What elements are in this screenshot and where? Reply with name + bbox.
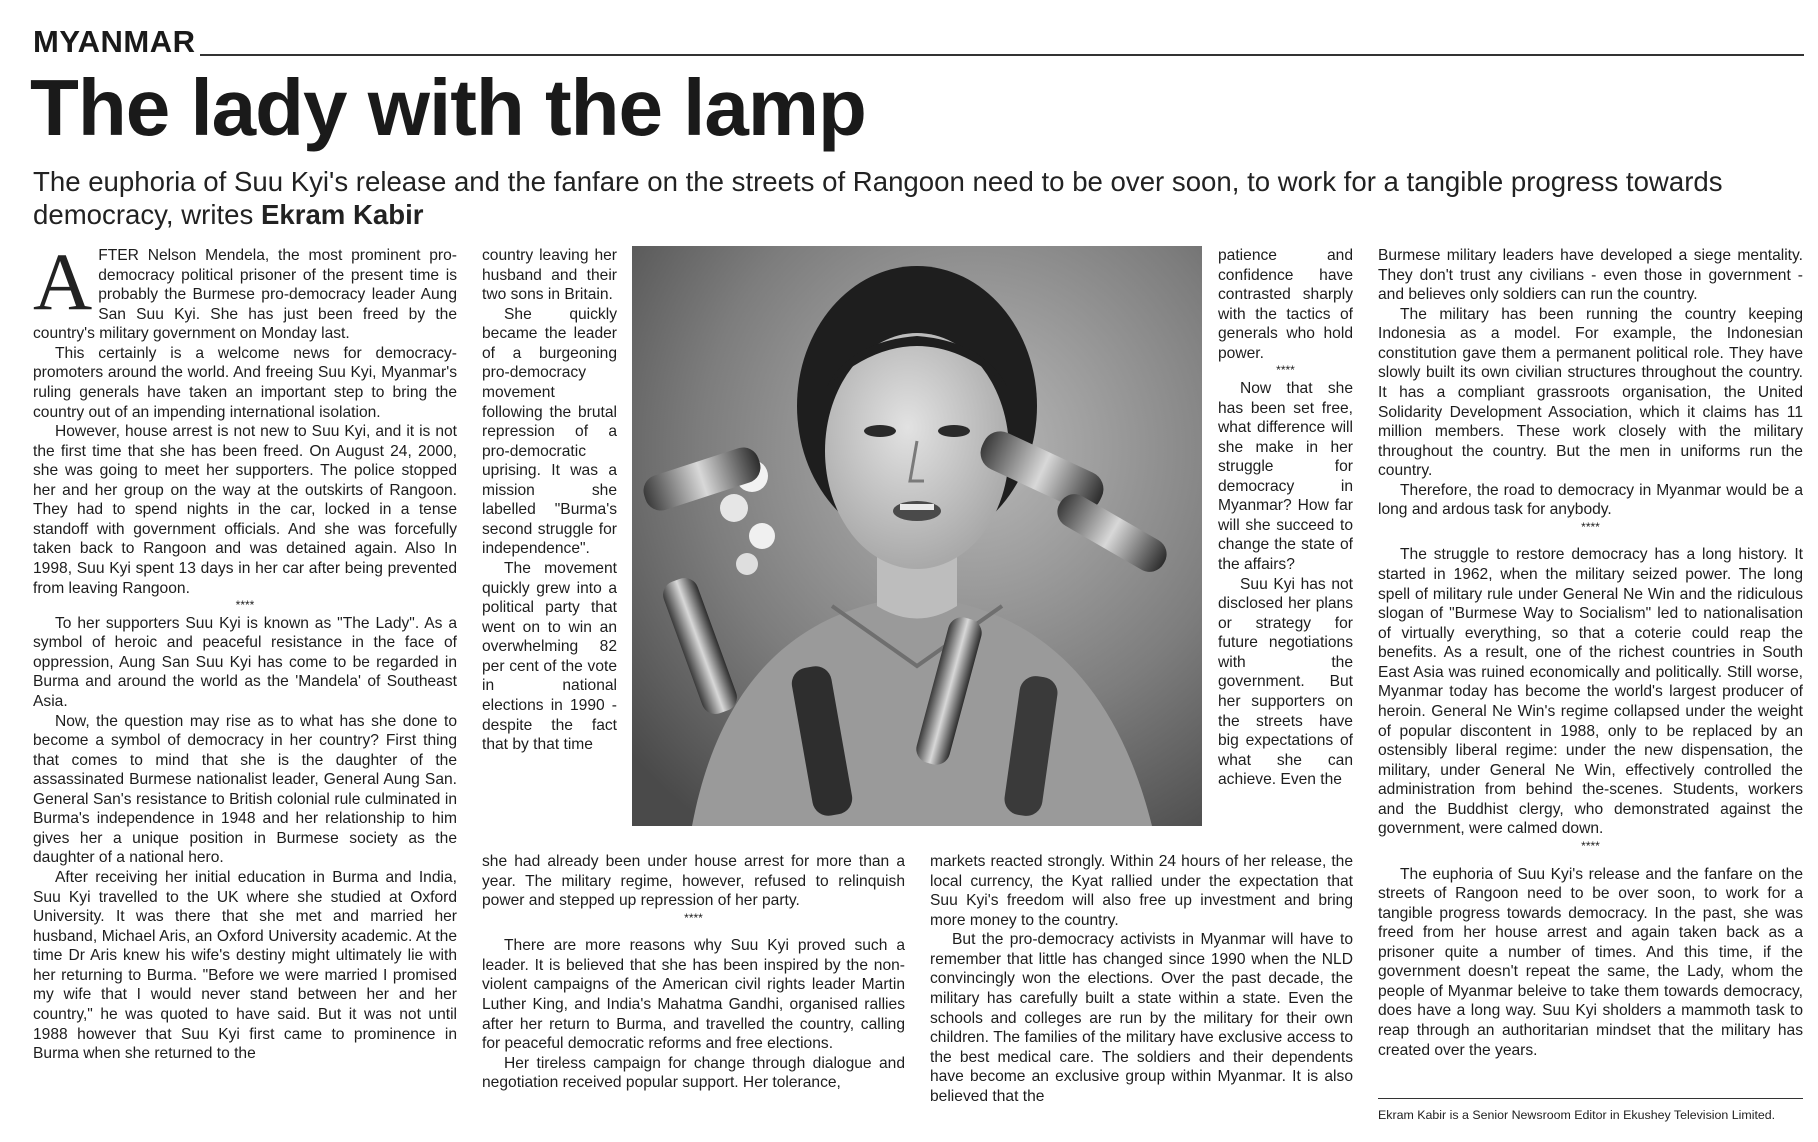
section-rule [200, 54, 1804, 56]
headline: The lady with the lamp [30, 63, 866, 152]
portrait-photo [632, 246, 1202, 826]
spacer [482, 926, 905, 936]
section-separator: **** [235, 598, 255, 613]
section-separator: **** [1581, 519, 1600, 534]
spacer [1378, 535, 1803, 545]
section-separator: **** [1581, 838, 1600, 853]
drop-cap: A [33, 246, 93, 327]
author-byline: Ekram Kabir [260, 198, 424, 230]
paragraph: There are more reasons why Suu Kyi proved such a leader. It is believed that she has been inspired by the non-violent campaigns of the American civil rights leader Martin Luther King, and India's Mahatma Gandhi, organised rallies after her return to Burma, and travelled the country, calling for peaceful democratic reforms and free elections. [482, 937, 905, 1053]
paragraph: patience and confidence have contrasted sharply with the tactics of generals who hold power. [1218, 247, 1353, 362]
article-photo [632, 246, 1202, 826]
standfirst [33, 166, 1808, 231]
section-separator: **** [684, 910, 703, 925]
article-column-6 [1378, 246, 1803, 1094]
bio-rule [1378, 1098, 1803, 1099]
paragraph: Therefore, the road to democracy in Myanmar would be a long and ardous task for anybody. [1378, 481, 1803, 519]
section-label: MYANMAR [33, 24, 196, 59]
paragraph: markets reacted strongly. Within 24 hours of her release, the local currency, the Kyat rallied under the expectation that Suu Kyi's freedom will also free up investment and bring more money to the country. [930, 853, 1353, 929]
paragraph: Burmese military leaders have developed a siege mentality. They don't trust any civilians - even those in government - and believes only soldiers can run the country. [1378, 247, 1803, 304]
paragraph: The euphoria of Suu Kyi's release and the fanfare on the streets of Rangoon need to be over soon, to work for a tangible progress towards democracy. In the past, she was freed from her house arrest and again taken back as a prisoner quite a number of times. And this time, if the government doesn't repeat the same, the Lady, whom the people of Myanmar beleive to take them towards democracy, does have a long way. Suu Kyi sholders a mammoth task to reap through an authoritarian mindset that the military has created over the years. [1378, 865, 1803, 1059]
article-column-3 [482, 852, 905, 1112]
article-column-5 [1218, 246, 1353, 852]
spacer [1378, 855, 1803, 865]
paragraph: she had already been under house arrest for more than a year. The military regime, however, refused to relinquish power and stepped up repression of her party. [482, 853, 905, 910]
paragraph: Now, the question may rise as to what has she done to become a symbol of democracy in her country? First thing that comes to mind that she is the daughter of the assassinated Burmese nationalist leader, General Aung San. General San's resistance to British colonial rule culminated in Burma's independence in 1948 and her relationship to him gives her a unique position in Burmese society as the daughter of a national hero. [33, 712, 457, 867]
paragraph: To her supporters Suu Kyi is known as "The Lady". As a symbol of heroic and peaceful resistance in the face of oppression, Aung San Suu Kyi has come to be regarded in Burma and around the world as the 'Mandela' of Southeast Asia. [33, 614, 457, 710]
paragraph: Now that she has been set free, what difference will she make in her struggle for democracy in Myanmar? How far will she succeed to change the state of the affairs? [1218, 379, 1353, 574]
paragraph: This certainly is a welcome news for democracy-promoters around the world. And freeing Suu Kyi, Myanmar's ruling generals have taken an important step to bring the country out of an impending international isolation. [33, 344, 457, 421]
paragraph: Her tireless campaign for change through dialogue and negotiation received popular support. Her tolerance, [482, 1054, 905, 1092]
article-column-4 [930, 852, 1353, 1112]
paragraph: Suu Kyi has not disclosed her plans or strategy for future negotiations with the government. But her supporters on the streets have big expectations of what she can achieve. Even the [1218, 575, 1353, 789]
paragraph: The movement quickly grew into a political party that went on to win an overwhelming 82 per cent of the vote in national elections in 1990 - despite the fact that by that time [482, 560, 617, 754]
paragraph-text: FTER Nelson Mendela, the most prominent pro-democracy political prisoner of the present time is probably the Burmese pro-democracy leader Aung San Suu Kyi. She has just been freed by the country's military government on Monday last. [33, 247, 457, 343]
section-separator: **** [1276, 363, 1295, 378]
paragraph: She quickly became the leader of a burgeoning pro-democracy movement following the brutal repression of a pro-democratic uprising. It was a mission she labelled "Burma's second struggle for independence". [482, 305, 617, 558]
paragraph: But the pro-democracy activists in Myanmar will have to remember that little has changed since 1990 when the NLD convincingly won the elections. Over the past decade, the military has carefully built a state within a state. Even the schools and colleges are run by the military for their own children. The families of the military have exclusive access to the best medical care. The soldiers and their dependents have become an exclusive group within Myanmar. It is also believed that the [930, 931, 1353, 1105]
author-bio: Ekram Kabir is a Senior Newsroom Editor in Ekushey Television Limited. [1378, 1108, 1776, 1122]
paragraph: The military has been running the country keeping Indonesia as a model. For example, the Indonesian constitution gave them a permanent political role. They have slowly built its own civilian structures throughout the country. It has a compliant grassroots organisation, the United Solidarity Development Association, which it claims has 11 million members. These work closely with the military throughout the country. But the men in uniforms run the country. [1378, 305, 1803, 480]
paragraph [33, 246, 457, 344]
article-column-2 [482, 246, 617, 852]
paragraph: After receiving her initial education in Burma and India, Suu Kyi travelled to the UK where she studied at Oxford University. It was there that she met and married her husband, Michael Aris, an Oxford University academic. At the time Dr Aris knew his wife's destiny might ultimately lie with her returning to Burma. "Before we were married I promised my wife that I would never stand between her and her country," he was quoted to have said. But it was not until 1988 however that Suu Kyi first came to prominence in Burma when she returned to the [33, 869, 457, 1063]
article-column-1 [33, 246, 457, 1116]
paragraph: country leaving her husband and their two sons in Britain. [482, 247, 617, 304]
standfirst-text: The euphoria of Suu Kyi's release and the fanfare on the streets of Rangoon need to be over soon, to work for a tangible progress towards democracy, writes [33, 166, 1723, 230]
paragraph: The struggle to restore democracy has a long history. It started in 1962, when the military seized power. The long spell of military rule under General Ne Win and the ridiculous slogan of "Burmese Way to Socialism" led to nationalisation of virtually everything, so that a coterie could reap the benefits. As a result, one of the richest countries in South East Asia was ruined economically and politically. Still worse, Myanmar today has become the world's largest producer of heroin. General Ne Win's regime collapsed under the weight of popular discontent in 1988, only to be replaced by an ostensibly liberal regime: under the new dispensation, the military, under General Ne Win, effectively controlled the administration from behind the-scenes. Students, workers and the Buddhist clergy, who demonstrated against the government, were calmed down. [1378, 546, 1803, 838]
paragraph: However, house arrest is not new to Suu Kyi, and it is not the first time that she has been freed. On August 24, 2000, she was going to meet her supporters. The police stopped her and her group on the way at the outskirts of Rangoon. They had to spend nights in the car, locked in a tense standoff with government officials. And she was forcefully taken back to Rangoon and was detained again. Also In 1998, Suu Kyi spent 13 days in her car after being prevented from leaving Rangoon. [33, 423, 457, 597]
